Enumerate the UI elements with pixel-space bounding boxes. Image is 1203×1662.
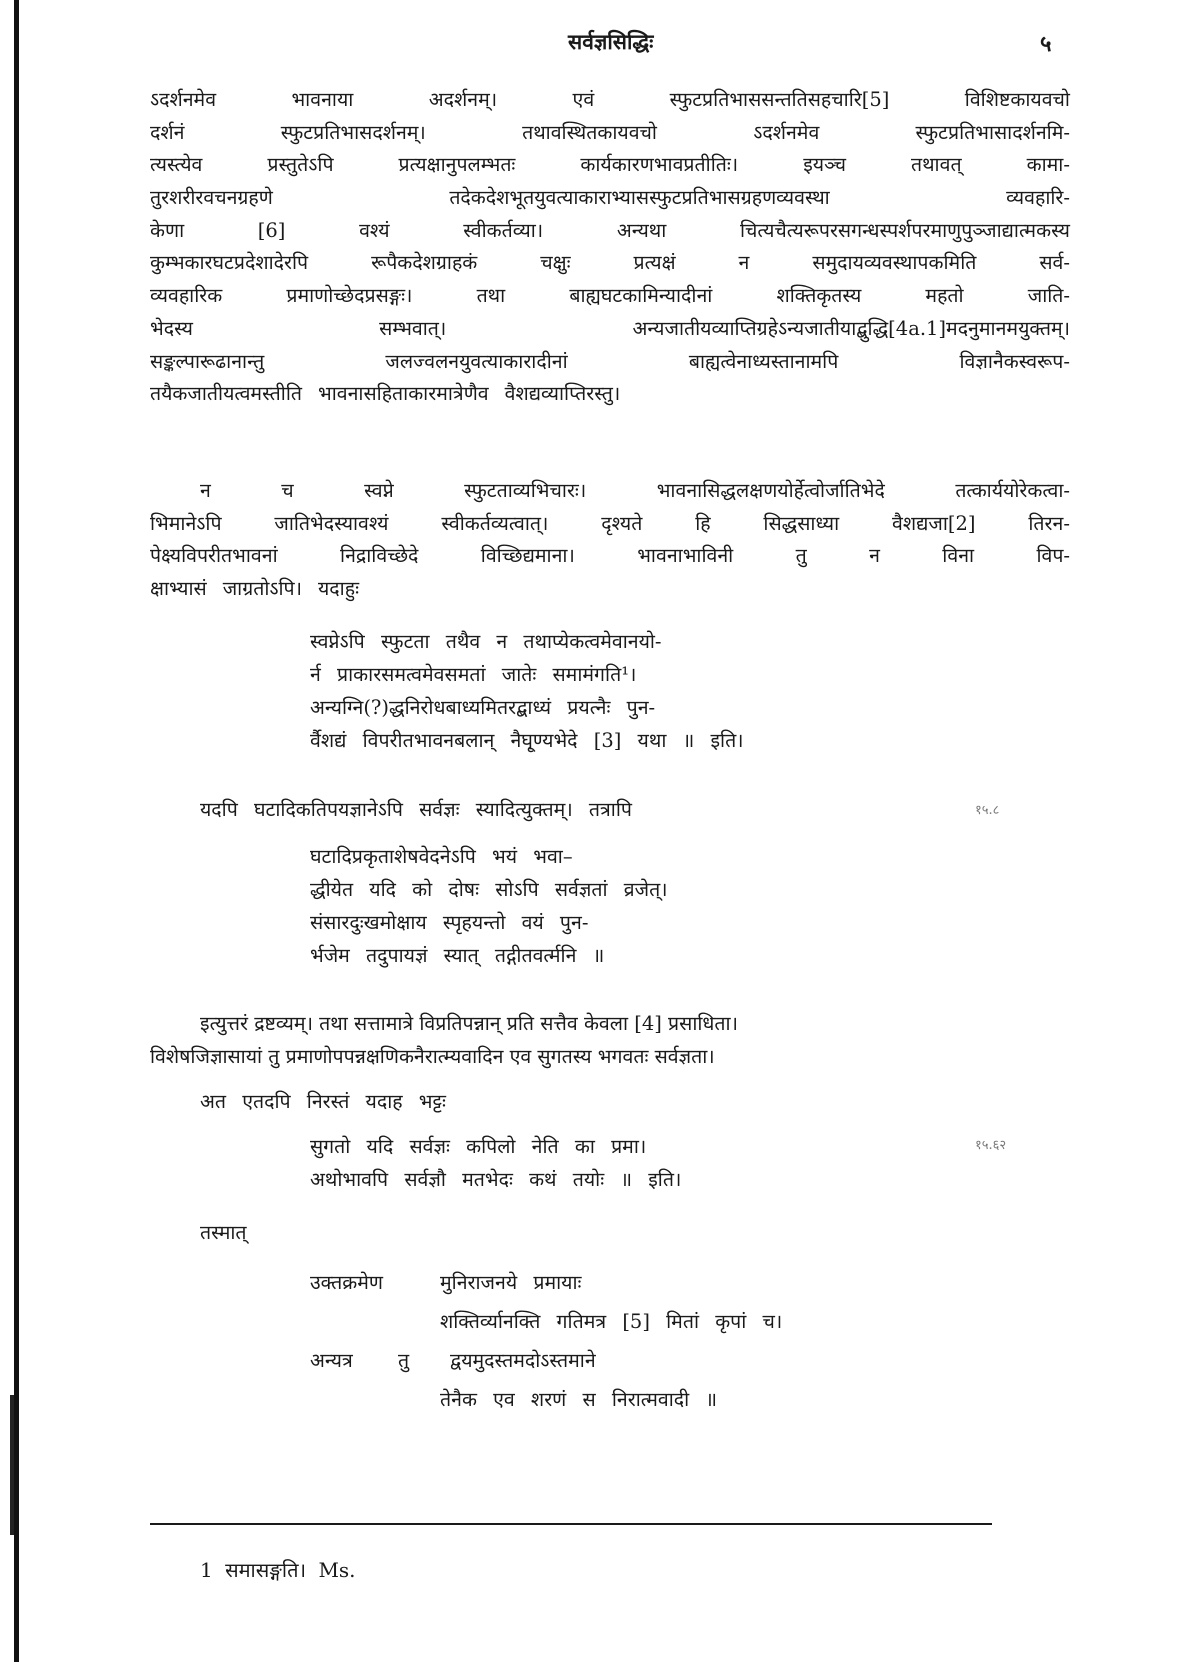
word: चक्षुः xyxy=(540,251,571,275)
word: जलज्वलनयुवत्याकारादीनां xyxy=(385,349,568,373)
word: स्फुटप्रतिभासादर्शनमि- xyxy=(915,120,1070,144)
text-line xyxy=(150,149,1070,182)
paragraph-5-lead: अत एतदपि निरस्तं यदाह भट्टः xyxy=(200,1090,446,1113)
text-line: विशेषजिज्ञासायां तु प्रमाणोपपन्नक्षणिकनैरात्म्यवादिन एव सुगतस्य भगवतः सर्वज्ञता। xyxy=(150,1045,715,1068)
text-line xyxy=(150,540,1070,573)
word: ऽदर्शनमेव xyxy=(753,120,820,144)
word: महतो xyxy=(925,284,964,308)
verse-line: सुगतो यदि सर्वज्ञः कपिलो नेति का प्रमा। xyxy=(310,1135,647,1158)
verse-line: संसारदुःखमोक्षाय स्पृहयन्तो वयं पुन- xyxy=(310,911,589,934)
word: जातिभेदस्यावश्यं xyxy=(274,511,389,535)
word: समुदायव्यवस्थापकमिति xyxy=(812,251,977,275)
word: विशिष्टकायवचो xyxy=(964,88,1070,111)
word: स्वीकर्तव्या। xyxy=(463,218,544,242)
footnote-separator xyxy=(150,1523,992,1525)
word: भावनाभाविनी xyxy=(637,544,734,568)
word: तथावत् xyxy=(910,153,962,177)
word: स्फुटप्रतिभाससन्ततिसहचारि[5] xyxy=(669,88,890,111)
word: विप- xyxy=(1036,544,1070,568)
text-line xyxy=(150,573,1070,606)
word: इयञ्च xyxy=(803,153,846,177)
word: विना xyxy=(942,544,975,568)
word: स्वीकर्तव्यत्वात्। xyxy=(441,511,549,535)
text-line xyxy=(150,117,1070,150)
paragraph-1 xyxy=(150,84,1070,411)
word: दृश्यते xyxy=(601,511,643,535)
word: एवं xyxy=(572,88,595,111)
text-line: इत्युत्तरं द्रष्टव्यम्। तथा सत्तामात्रे विप्रतिपन्नान् प्रति सत्तैव केवला [4] प्रसाधिता। xyxy=(200,1012,738,1035)
word: न xyxy=(200,479,211,502)
word: सङ्कल्पारूढानान्तु xyxy=(150,349,265,373)
word: विज्ञानैकस्वरूप- xyxy=(959,349,1070,373)
text-line xyxy=(150,313,1070,346)
word: पेक्ष्यविपरीतभावनां xyxy=(150,544,278,568)
word: वैशद्यजा[2] xyxy=(892,511,976,535)
word: प्रस्तुतेऽपि xyxy=(267,153,334,177)
word: क्षाभ्यासं xyxy=(150,577,207,601)
word: स्फुटप्रतिभासदर्शनम्। xyxy=(280,120,426,144)
verse-4-line-3c: द्वयमुदस्तमदोऽस्तमाने xyxy=(450,1349,596,1372)
text-line xyxy=(150,247,1070,280)
word: तुरशरीरवचनग्रहणे xyxy=(150,186,273,210)
verse-line: र्वैशद्यं विपरीतभावनबलान् नैघृ्ण्यभेदे [3] यथा ॥ इति। xyxy=(310,729,744,752)
verse-3 xyxy=(310,1130,681,1196)
word: स्वप्ने xyxy=(364,479,394,502)
word: न xyxy=(738,251,750,275)
verse-line: घटादिप्रकृताशेषवेदनेऽपि भयं भवा– xyxy=(310,845,573,868)
word: बाह्यत्वेनाध्यस्तानामपि xyxy=(688,349,839,373)
word: वैशद्यव्याप्तिरस्तु। xyxy=(504,382,621,406)
text-line xyxy=(150,215,1070,248)
word: व्यवहारि- xyxy=(1006,186,1070,210)
word: न xyxy=(869,544,880,568)
word: यदाहुः xyxy=(318,577,360,601)
running-head xyxy=(0,28,1090,68)
verse-2 xyxy=(310,840,668,972)
word: तथा xyxy=(476,284,506,308)
word: च xyxy=(281,479,294,502)
paragraph-4 xyxy=(200,1008,1000,1041)
verse-line: द्धीयेत यदि को दोषः सोऽपि सर्वज्ञतां व्रजेत्। xyxy=(310,878,668,901)
word: निद्राविच्छेदे xyxy=(340,544,419,568)
margin-note: १५.६२ xyxy=(975,1138,1007,1153)
verse-4-line-3b: तु xyxy=(398,1349,410,1372)
word: अदर्शनम्। xyxy=(428,88,498,111)
word: अन्यथा xyxy=(616,218,667,242)
word: दर्शनं xyxy=(150,120,185,144)
word: भावनाया xyxy=(291,88,354,111)
word: तयैकजातीयत्वमस्तीति xyxy=(150,382,302,406)
word: तत्कार्ययोरेकत्वा- xyxy=(955,479,1070,502)
word: भावनासिद्धलक्षणयोर्हेत्वोर्जातिभेदे xyxy=(656,479,885,502)
text-line xyxy=(150,280,1070,313)
word: व्यवहारिक xyxy=(150,284,223,308)
verse-1 xyxy=(310,625,744,757)
text-line xyxy=(150,346,1070,379)
verse-4-line-3a: अन्यत्र xyxy=(310,1349,353,1372)
verse-line: स्वप्नेऽपि स्फुटता तथैव न तथाप्येकत्वमेवानयो- xyxy=(310,630,662,653)
verse-4-line-4: तेनैक एव शरणं स निरात्मवादी ॥ xyxy=(440,1388,718,1411)
word: प्रत्यक्षानुपलम्भतः xyxy=(398,153,516,177)
verse-line: अथोभावपि सर्वज्ञौ मतभेदः कथं तयोः ॥ इति। xyxy=(310,1168,682,1191)
word: विच्छिद्यमाना। xyxy=(480,544,575,568)
word: जाग्रतोऽपि। xyxy=(222,577,302,601)
word: भिमानेऽपि xyxy=(150,511,222,535)
paragraph-6-lead: तस्मात् xyxy=(200,1221,247,1244)
word: स्फुटताव्यभिचारः। xyxy=(464,479,587,502)
word: रूपैकदेशग्राहकं xyxy=(371,251,478,275)
word: त्यस्त्येव xyxy=(150,153,203,177)
word: [6] xyxy=(257,218,286,242)
binding-edge-mark xyxy=(10,1395,14,1535)
paragraph-4-cont xyxy=(150,1041,1070,1074)
verse-4-line-1b: मुनिराजनये प्रमायाः xyxy=(440,1271,582,1294)
word: ऽदर्शनमेव xyxy=(150,88,217,111)
text-line xyxy=(150,378,1070,411)
word: सर्व- xyxy=(1039,251,1070,275)
word: शक्तिकृतस्य xyxy=(776,284,862,308)
verse-line: र्न प्राकारसमत्वमेवसमतां जातेः समामंगति¹। xyxy=(310,663,637,686)
verse-line: अन्यग्नि(?)द्धनिरोधबाध्यमितरद्बाध्यं प्रयत्नैः पुन- xyxy=(310,696,656,719)
word: कामा- xyxy=(1026,153,1070,177)
word: प्रत्यक्षं xyxy=(633,251,676,275)
word: तु xyxy=(795,544,807,568)
text-line xyxy=(150,84,1070,117)
word: कार्यकारणभावप्रतीतिः। xyxy=(580,153,739,177)
word: सिद्धसाध्या xyxy=(763,511,840,535)
verse-4-line-1a: उक्तक्रमेण xyxy=(310,1271,383,1294)
word: जाति- xyxy=(1027,284,1070,308)
word: केणा xyxy=(150,218,185,242)
text-line xyxy=(150,508,1070,541)
verse-line: र्भजेम तदुपायज्ञं स्यात् तद्गीतवर्त्मनि ॥ xyxy=(310,944,605,967)
word: तिरन- xyxy=(1028,511,1070,535)
word: वश्यं xyxy=(359,218,390,242)
word: चित्यचैत्यरूपरसगन्धस्पर्शपरमाणुपुञ्जाद्यात्मकस्य xyxy=(739,218,1070,242)
verse-4-line-2: शक्तिर्व्यानक्ति गतिमत्र [5] मितां कृपां च। xyxy=(440,1310,783,1333)
word: भावनासहिताकारमात्रेणैव xyxy=(317,382,489,406)
word: कुम्भकारघटप्रदेशादेरपि xyxy=(150,251,309,275)
paragraph-3-lead: यदपि घटादिकतिपयज्ञानेऽपि सर्वज्ञः स्यादित्युक्तम्। तत्रापि xyxy=(200,798,632,821)
word: तथावस्थितकायवचो xyxy=(522,120,657,144)
word: तदेकदेशभूतयुवत्याकाराभ्यासस्फुटप्रतिभासग्रहणव्यवस्था xyxy=(449,186,830,210)
margin-note: १५.८ xyxy=(975,803,1000,818)
page-number: ५ xyxy=(1040,31,1052,57)
word: सम्भवात्। xyxy=(379,316,447,340)
word: हि xyxy=(695,511,711,535)
binding-edge xyxy=(14,0,19,1662)
word: अन्यजातीयव्याप्तिग्रहेऽन्यजातीयाद्बुद्धि[4a.1]मदनुमानमयुक्तम्। xyxy=(632,316,1070,340)
word: बाह्यघटकामिन्यादीनां xyxy=(569,284,713,308)
word: प्रमाणोच्छेदप्रसङ्गः। xyxy=(286,284,413,308)
footnote: 1 समासङ्गति। Ms. xyxy=(200,1558,356,1582)
running-title: सर्वज्ञसिद्धिः xyxy=(568,29,654,54)
text-line xyxy=(150,182,1070,215)
paragraph-2 xyxy=(150,475,1070,606)
text-line xyxy=(150,475,1070,508)
word: भेदस्य xyxy=(150,316,193,340)
